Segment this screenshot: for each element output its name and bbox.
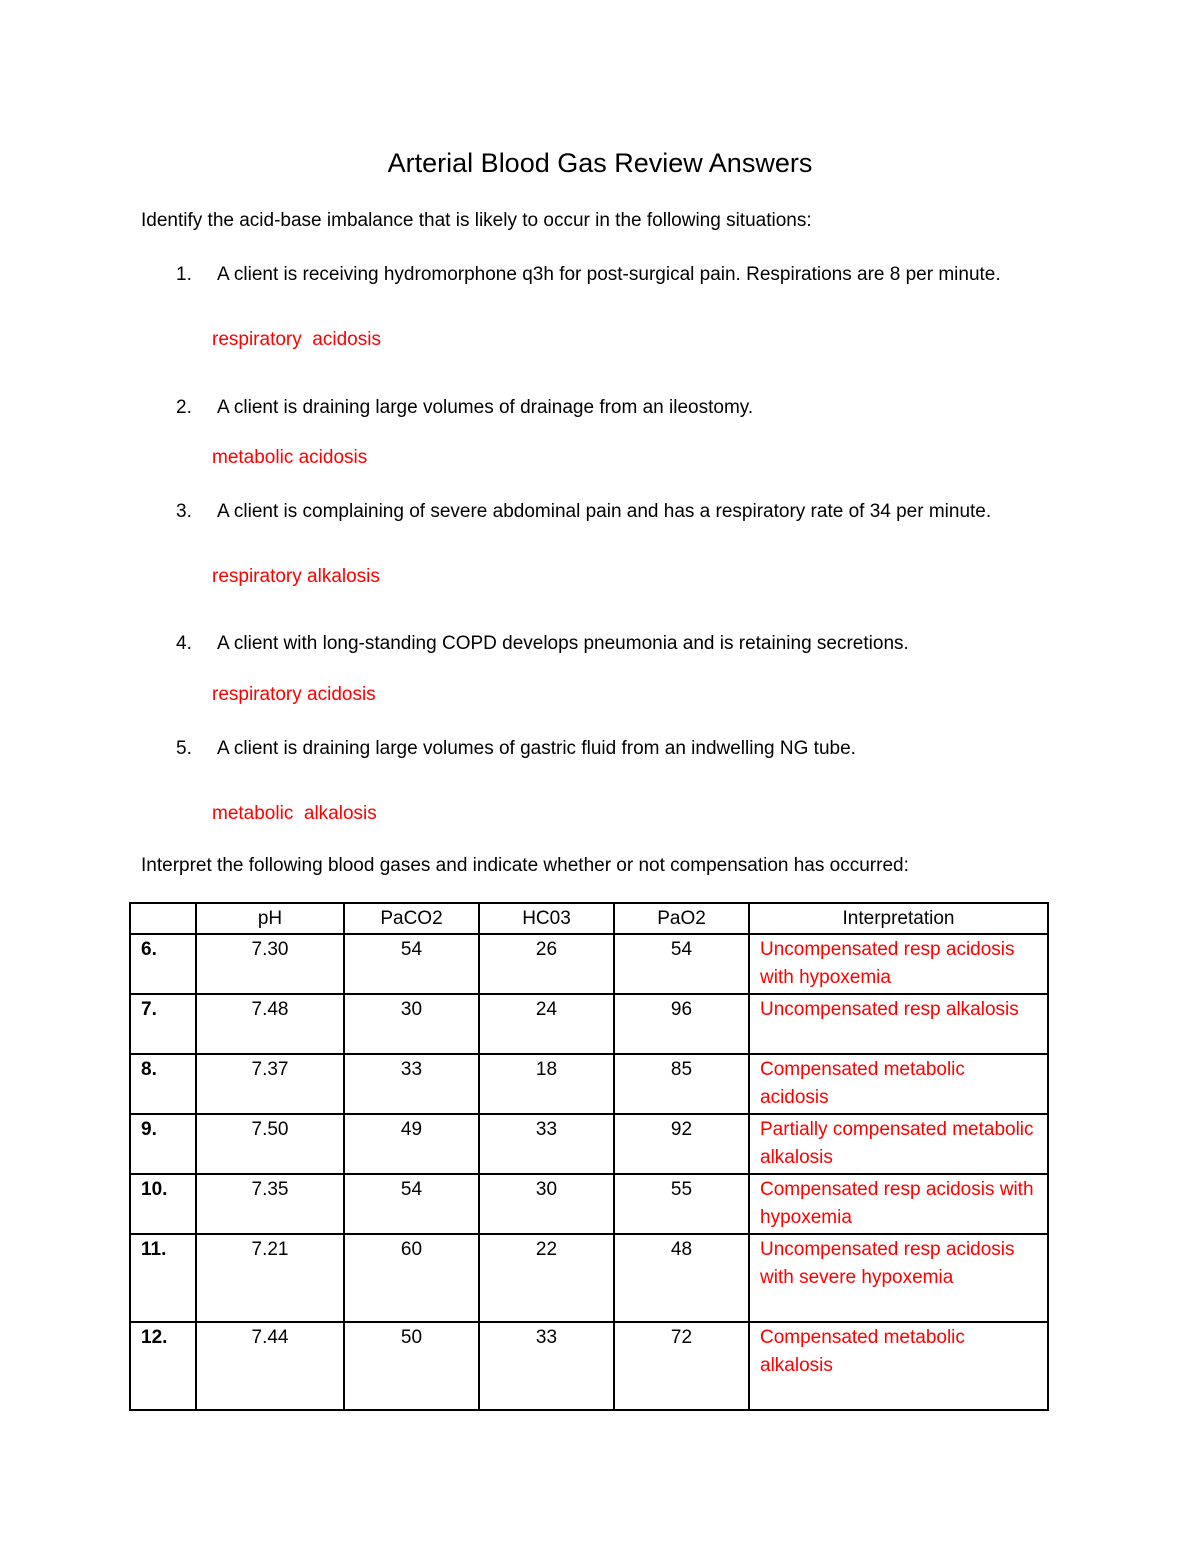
table-row xyxy=(130,1174,1048,1234)
question-text: A client is receiving hydromorphone q3h for post-surgical pain. Respirations are 8 per minute. xyxy=(217,264,1001,285)
answer-5: metabolic alkalosis xyxy=(212,803,377,824)
question-number: 5. xyxy=(176,738,192,759)
question-4 xyxy=(176,627,1036,660)
pao2-value: 72 xyxy=(614,1322,749,1410)
interpretation-value: Compensated metabolic alkalosis xyxy=(749,1322,1048,1410)
row-label: 11. xyxy=(130,1234,196,1322)
hco3-value: 30 xyxy=(479,1174,614,1234)
answer-3: respiratory alkalosis xyxy=(212,566,380,587)
interpretation-value: Uncompensated resp alkalosis xyxy=(749,994,1048,1054)
table-row xyxy=(130,1322,1048,1410)
table-row xyxy=(130,994,1048,1054)
hco3-value: 22 xyxy=(479,1234,614,1322)
ph-value: 7.48 xyxy=(196,994,344,1054)
hco3-value: 33 xyxy=(479,1322,614,1410)
pao2-value: 48 xyxy=(614,1234,749,1322)
question-1 xyxy=(176,258,1036,291)
question-number: 3. xyxy=(176,501,192,522)
header-ph: pH xyxy=(196,903,344,934)
header-hco3: HC03 xyxy=(479,903,614,934)
pao2-value: 92 xyxy=(614,1114,749,1174)
pao2-value: 85 xyxy=(614,1054,749,1114)
ph-value: 7.21 xyxy=(196,1234,344,1322)
question-text: A client is complaining of severe abdominal pain and has a respiratory rate of 34 per minute. xyxy=(217,501,992,522)
pao2-value: 55 xyxy=(614,1174,749,1234)
hco3-value: 24 xyxy=(479,994,614,1054)
row-label: 7. xyxy=(130,994,196,1054)
ph-value: 7.30 xyxy=(196,934,344,994)
paco2-value: 30 xyxy=(344,994,479,1054)
question-text: A client is draining large volumes of drainage from an ileostomy. xyxy=(217,397,754,418)
question-5 xyxy=(176,732,1036,765)
question-number: 2. xyxy=(176,397,192,418)
interpretation-value: Compensated metabolic acidosis xyxy=(749,1054,1048,1114)
answer-1: respiratory acidosis xyxy=(212,329,381,350)
row-label: 9. xyxy=(130,1114,196,1174)
paco2-value: 60 xyxy=(344,1234,479,1322)
header-pao2: PaO2 xyxy=(614,903,749,934)
header-paco2: PaCO2 xyxy=(344,903,479,934)
table-row xyxy=(130,1054,1048,1114)
row-label: 12. xyxy=(130,1322,196,1410)
page-title: Arterial Blood Gas Review Answers xyxy=(387,148,813,178)
answer-4: respiratory acidosis xyxy=(212,684,376,705)
pao2-value: 96 xyxy=(614,994,749,1054)
pao2-value: 54 xyxy=(614,934,749,994)
row-label: 8. xyxy=(130,1054,196,1114)
header-interpretation: Interpretation xyxy=(749,903,1048,934)
interpretation-value: Partially compensated metabolic alkalosis xyxy=(749,1114,1048,1174)
question-text: A client with long-standing COPD develops pneumonia and is retaining secretions. xyxy=(217,633,909,654)
hco3-value: 33 xyxy=(479,1114,614,1174)
blood-gas-table xyxy=(129,902,1049,1411)
ph-value: 7.50 xyxy=(196,1114,344,1174)
paco2-value: 49 xyxy=(344,1114,479,1174)
table-header-row xyxy=(130,903,1048,934)
ph-value: 7.37 xyxy=(196,1054,344,1114)
row-label: 10. xyxy=(130,1174,196,1234)
interpretation-value: Uncompensated resp acidosis with severe hypoxemia xyxy=(749,1234,1048,1322)
section1-instruction: Identify the acid-base imbalance that is likely to occur in the following situations: xyxy=(141,210,812,231)
question-2 xyxy=(176,391,1036,424)
interpretation-value: Compensated resp acidosis with hypoxemia xyxy=(749,1174,1048,1234)
paco2-value: 54 xyxy=(344,934,479,994)
interpretation-value: Uncompensated resp acidosis with hypoxemia xyxy=(749,934,1048,994)
ph-value: 7.44 xyxy=(196,1322,344,1410)
table-row xyxy=(130,934,1048,994)
question-text: A client is draining large volumes of gastric fluid from an indwelling NG tube. xyxy=(217,738,856,759)
ph-value: 7.35 xyxy=(196,1174,344,1234)
section2-instruction: Interpret the following blood gases and indicate whether or not compensation has occurred: xyxy=(141,855,909,876)
answer-2: metabolic acidosis xyxy=(212,447,368,468)
question-number: 1. xyxy=(176,264,192,285)
question-number: 4. xyxy=(176,633,192,654)
header-blank xyxy=(130,903,196,934)
paco2-value: 33 xyxy=(344,1054,479,1114)
table-row xyxy=(130,1234,1048,1322)
paco2-value: 54 xyxy=(344,1174,479,1234)
question-3 xyxy=(176,495,1036,528)
paco2-value: 50 xyxy=(344,1322,479,1410)
row-label: 6. xyxy=(130,934,196,994)
hco3-value: 26 xyxy=(479,934,614,994)
hco3-value: 18 xyxy=(479,1054,614,1114)
table-row xyxy=(130,1114,1048,1174)
